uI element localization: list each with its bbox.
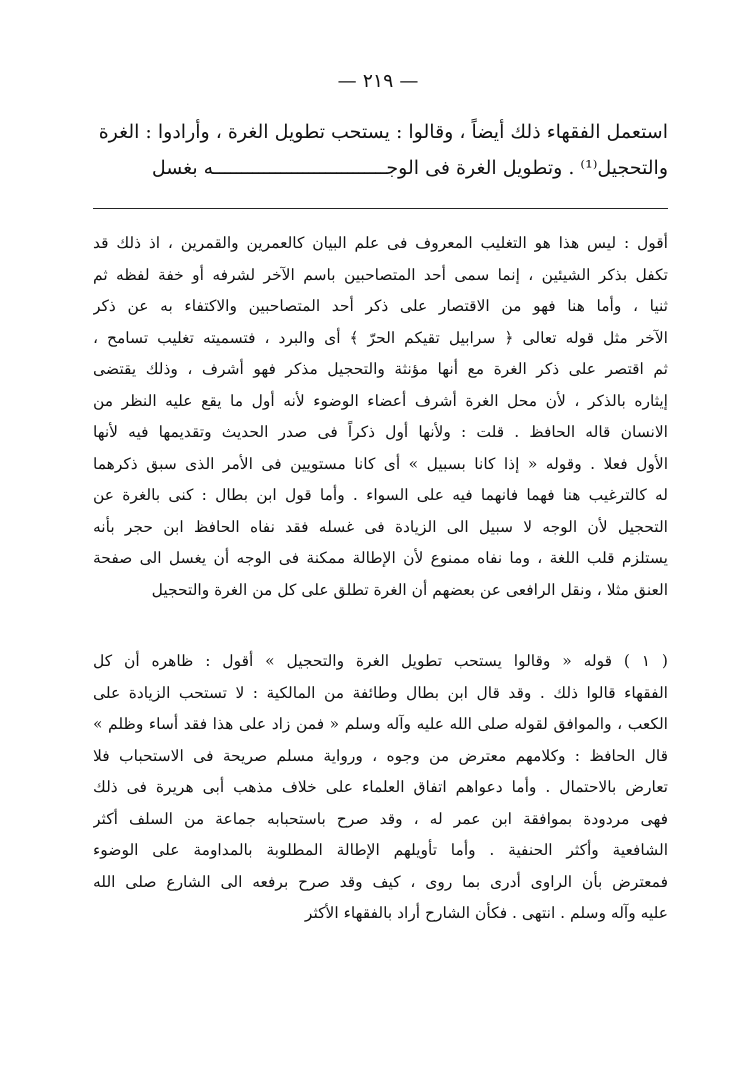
commentary-line: التحجيل لأن الوجه لا سبيل الى الزيادة فى غسله فقد نفاه الحافظ ابن حجر بأنه	[93, 517, 668, 536]
commentary-line: الأول فعلا . وقوله « إذا كانا بسبيل » أى كانا مستويين فى الأمر الذى سبق ذكرهما	[93, 454, 668, 473]
footnote	[93, 646, 668, 930]
footnote-line: ( ١ ) قوله « وقالوا يستحب تطويل الغرة والتحجيل » أقول : ظاهره أن كل	[93, 652, 668, 670]
page-number: — ٢١٩ —	[337, 70, 419, 92]
main-text-line: استعمل الفقهاء ذلك أيضاً ، وقالوا : يستحب تطويل الغرة ، وأرادوا : الغرة	[98, 121, 668, 143]
section-divider	[93, 208, 668, 209]
commentary-line: ثم اقتصر على ذكر الغرة مع أنها مؤنثة والتحجيل مذكر فهو أشرف ، وذلك يقتضى	[93, 360, 668, 378]
commentary-line: العنق مثلا ، ونقل الرافعى عن بعضهم أن الغرة تطلق على كل من الغرة والتحجيل	[151, 580, 668, 599]
footnote-line: الفقهاء قالوا ذلك . وقد قال ابن بطال وطائفة من المالكية : لا تستحب الزيادة على	[93, 683, 668, 702]
main-text	[93, 114, 668, 186]
commentary-line: الانسان قاله الحافظ . قلت : ولأنها أول ذكراً فى صدر الحديث وتقديمها فيه لأنها	[93, 423, 668, 441]
commentary-line: أقول : ليس هذا هو التغليب المعروف فى علم البيان كالعمرين والقمرين ، اذ ذلك قد	[93, 234, 668, 252]
commentary	[93, 228, 668, 606]
commentary-line: إيثاره بالذكر ، لأن محل الغرة أشرف أعضاء الوضوء لأنه أول ما يقع عليه النظر من	[93, 391, 668, 410]
footnote-line: الكعب ، والموافق لقوله صلى الله عليه وآله وسلم « فمن زاد على هذا فقد أساء وظلم »	[93, 715, 668, 733]
footnote-line: تعارض بالاحتمال . وأما دعواهم اتفاق العلماء على خلاف مذهب أبى هريرة فى ذلك	[93, 778, 668, 796]
footnote-line: فهى مردودة بموافقة ابن عمر له ، وقد صرح باستحبابه جماعة من السلف أكثر	[93, 809, 668, 828]
commentary-line: تكفل بذكر الشيئين ، إنما سمى أحد المتصاحبين باسم الآخر لشرفه أو خفة لفظه ثم	[93, 265, 668, 284]
commentary-line: له كالترغيب هنا فهما فانهما فيه على السواء . وأما قول ابن بطال : كنى بالغرة عن	[93, 486, 668, 504]
commentary-line: ثنيا ، وأما هنا فهو من الاقتصار على ذكر أحد المتصاحبين والاكتفاء به عن ذكر	[93, 297, 668, 315]
commentary-line: يستلزم قلب اللغة ، وما نفاه ممنوع لأن الإطالة ممكنة فى الوجه أن يغسل الى صفحة	[93, 549, 668, 567]
footnote-line: الشافعية وأكثر الحنفية . وأما تأويلهم الإطالة المطلوبة بالمداومة على الوضوء	[93, 841, 668, 859]
commentary-line: الآخر مثل قوله تعالى ﴿ سرابيل تقيكم الحرّ ﴾ أى والبرد ، فتسميته تغليب تسامح ،	[93, 328, 668, 347]
footnote-line: قال الحافظ : وكلامهم معترض من وجوه ، ورواية مسلم صريحة فى الاستحباب فلا	[93, 746, 668, 765]
main-text-line: والتحجيل⁽¹⁾ . وتطويل الغرة فى الوجـــــــــــــــــــــــــــــــه بغسل	[151, 157, 668, 179]
footnote-line: فمعترض بأن الراوى أدرى بما روى ، كيف وقد صرح برفعه الى الشارع صلى الله	[93, 872, 668, 891]
footnote-line: عليه وآله وسلم . انتهى . فكأن الشارح أراد بالفقهاء الأكثر	[304, 904, 668, 922]
